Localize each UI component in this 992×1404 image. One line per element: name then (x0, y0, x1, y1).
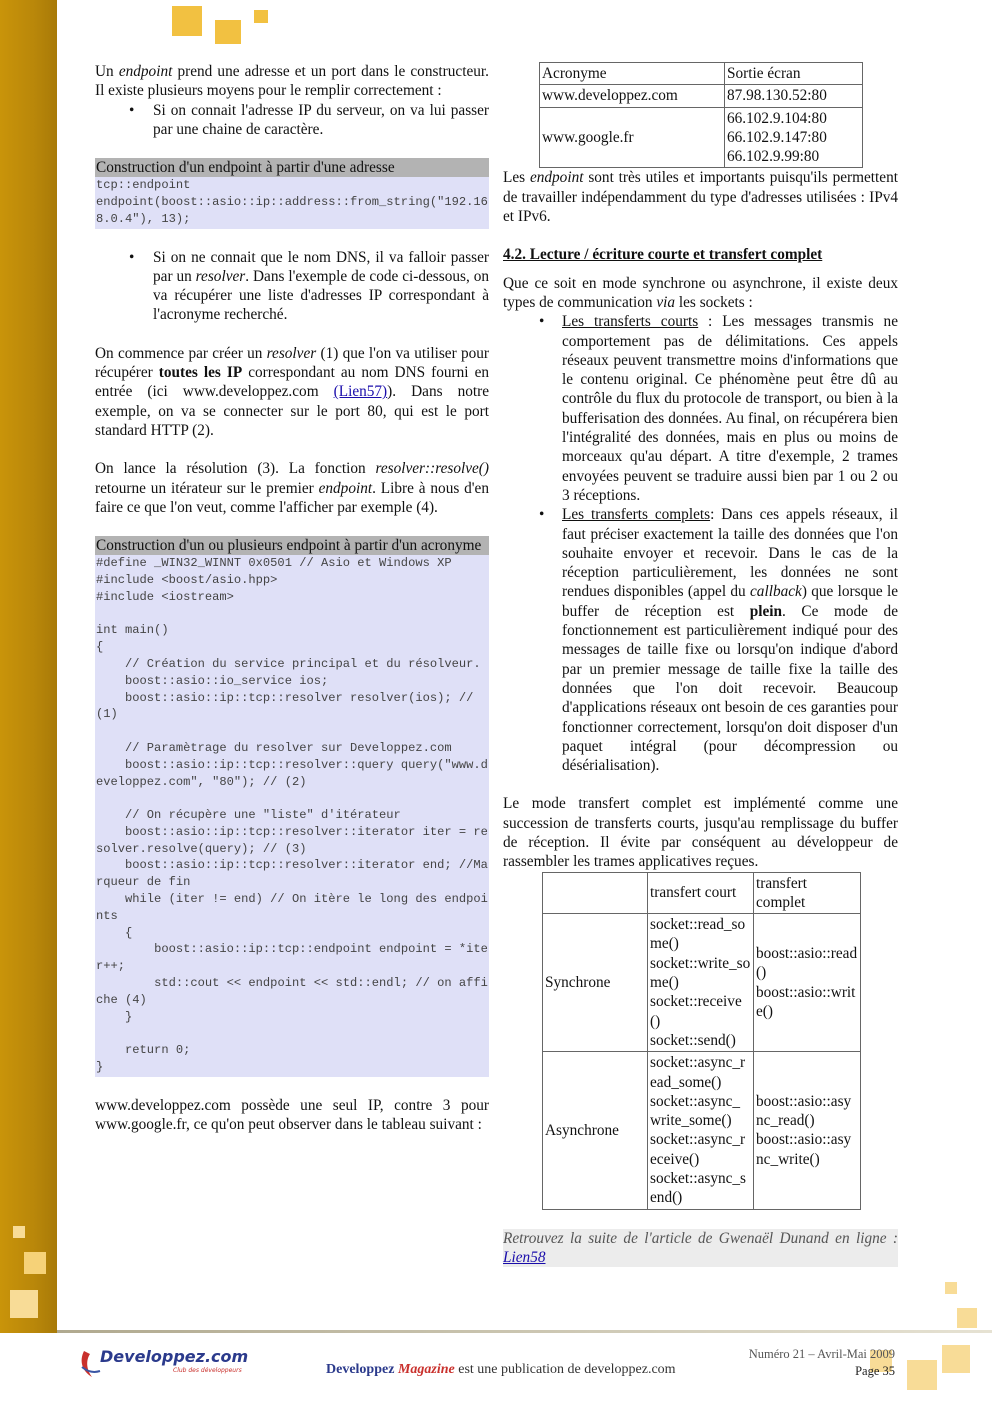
code-line: // Création du service principal et du résolveur. (96, 656, 481, 671)
code-line: boost::asio::ip::tcp::resolver::iterator end; //Marqueur de fin (96, 858, 488, 890)
table-acronym-output (539, 62, 863, 168)
table-cell: boost::asio::read() boost::asio::write() (754, 914, 861, 1052)
table-cell: socket::async_read_some() socket::async_write_some() socket::async_receive() socket::async_send() (648, 1052, 754, 1209)
developpez-logo (78, 1347, 248, 1386)
paragraph-complete-mode: Le mode transfert complet est implémenté comme une succession de transferts courts, jusqu'au remplissage du buffer de réception. Il évite par conséquent au développeur de rassembler les trames applicatives reçues. (503, 795, 898, 871)
decor-square (24, 1252, 46, 1274)
footer-issue-info (749, 1346, 895, 1380)
left-column (95, 62, 489, 1134)
code-block-address (95, 158, 489, 228)
paragraph-communication-types: Que ce soit en mode synchrone ou asynchrone, il existe deux types de communication via les sockets : (503, 274, 898, 311)
table-header-row (543, 872, 861, 914)
table-row (540, 107, 863, 168)
logo-text: Developpez.com (100, 1347, 249, 1366)
code-listing (95, 555, 489, 1077)
decor-square (10, 1290, 38, 1318)
code-line: boost::asio::ip::tcp::resolver::query query("www.developpez.com", "80"); // (2) (96, 757, 488, 789)
page-number: Page 35 (855, 1364, 895, 1378)
table-cell: Synchrone (543, 914, 648, 1052)
issue-number: Numéro 21 – Avril-Mai 2009 (748, 1347, 895, 1361)
left-decorative-bar (0, 0, 57, 1333)
table-header-row (540, 63, 863, 85)
code-line: return 0; (96, 1043, 191, 1058)
code-line: std::cout << endpoint << std::endl; // on affiche (4) (96, 976, 488, 1007)
code-line: // On récupère une "liste" d'itérateur (96, 808, 401, 823)
table-header-cell: Sortie écran (725, 63, 863, 85)
table-cell: 87.98.130.52:80 (725, 85, 863, 107)
table-header-cell: Acronyme (540, 63, 725, 85)
table-cell: boost::asio::async_read() boost::asio::async_write() (754, 1052, 861, 1209)
code-line: // Paramètrage du resolver sur Developpez.com (96, 740, 452, 755)
decor-square (215, 20, 241, 44)
code-listing: tcp::endpoint endpoint(boost::asio::ip::address::from_string("192.168.0.4"), 13); (96, 178, 488, 226)
footer-rule (57, 1330, 992, 1333)
code-line (96, 1025, 489, 1042)
bullet-dns-name: • Si on ne connait que le nom DNS, il va falloir passer par un resolver. Dans l'exemple de code ci-dessous, on va récupérer une liste d'adresses IP correspondant à l'acronyme recherché. (95, 248, 489, 325)
bullet-list (503, 312, 898, 775)
code-line: #define _WIN32_WINNT 0x0501 // Asio et Windows XP (96, 556, 452, 571)
code-line: boost::asio::ip::tcp::endpoint endpoint = *iter++; (96, 942, 488, 974)
code-block-title: Construction d'un ou plusieurs endpoint à partir d'un acronyme (95, 536, 489, 555)
table-header-cell: transfert complet (754, 872, 861, 914)
bullet-ip-address: • Si on connait l'adresse IP du serveur, on va lui passer par une chaine de caractère. (95, 101, 489, 140)
bullet-list (95, 248, 489, 325)
decor-square (13, 1226, 25, 1238)
code-line (96, 606, 489, 623)
table-cell: Asynchrone (543, 1052, 648, 1209)
bullet-short-transfers: • Les transferts courts : Les messages transmis ne comportement pas de délimitations. Ces appels réseaux peuvent transmettre moins d'informations que le contenu original. Ce phénomène peut être dû au contrôle du flux du protocole de transport, ou bien à la bufferisation des données. Au final, on récupérera bien l'intégralité des données, mais en plus ou moins de morceaux qu'au départ. A titre d'exemple, 2 trames envoyées peuvent se traduire aussi bien par 1 ou 2 ou 3 réceptions. (503, 312, 898, 505)
code-line (96, 723, 489, 740)
code-line: #include <iostream> (96, 589, 234, 604)
table-cell: www.developpez.com (540, 85, 725, 107)
paragraph-resolver: On commence par créer un resolver (1) que l'on va utiliser pour récupérer toutes les IP correspondant au nom DNS fourni en entrée (ici www.developpez.com (Lien57)). Dans notre exemple, on va se connecter sur le port 80, qui est le port standard HTTP (2). (95, 344, 490, 439)
table-row (543, 1052, 861, 1209)
link-lien57[interactable]: (Lien57) (333, 383, 388, 401)
table-header-cell: transfert court (648, 872, 754, 914)
link-lien58[interactable]: Lien58 (503, 1248, 546, 1266)
code-line: #include <boost/asio.hpp> (96, 572, 278, 587)
right-column (503, 62, 898, 1267)
decor-square (957, 1308, 977, 1328)
code-line: { (96, 925, 133, 940)
paragraph-endpoint-usage: Les endpoint sont très utiles et importants puisqu'ils permettent de travailler indépendamment du type d'adresses utilisées : IPv4 et IPv6. (503, 169, 898, 226)
decor-square (172, 6, 202, 36)
decor-square (945, 1282, 957, 1294)
bullet-list (95, 101, 489, 140)
table-transfer-modes (542, 872, 861, 1210)
code-line: int main() (96, 623, 169, 638)
paragraph-ip-comparison: www.developpez.com possède une seul IP, contre 3 pour www.google.fr, ce qu'on peut observer dans le tableau suivant : (95, 1096, 489, 1134)
code-line: boost::asio::io_service ios; (96, 673, 329, 688)
table-cell: www.google.fr (540, 107, 725, 168)
decor-square (254, 10, 268, 23)
code-line (96, 790, 489, 807)
code-block-resolver (95, 536, 489, 1077)
table-header-cell (543, 872, 648, 914)
logo-subtitle: Club des développeurs (173, 1367, 242, 1374)
article-note: Retrouvez la suite de l'article de Gwenaël Dunand en ligne : Lien58 (503, 1229, 898, 1266)
paragraph-endpoint-intro: Un endpoint prend une adresse et un port dans le constructeur. Il existe plusieurs moyens pour le remplir correctement : (95, 63, 489, 100)
code-line: boost::asio::ip::tcp::resolver resolver(ios); // (1) (96, 690, 481, 722)
code-line: boost::asio::ip::tcp::resolver::iterator iter = resolver.resolve(query); // (3) (96, 824, 488, 856)
code-block-title: Construction d'un endpoint à partir d'une adresse (95, 158, 489, 177)
footer-publication: Developpez Magazine est une publication de developpez.com (326, 1362, 676, 1377)
code-line: while (iter != end) // On itère le long des endpoints (96, 892, 488, 923)
table-row (543, 914, 861, 1052)
section-heading: 4.2. Lecture / écriture courte et transfert complet (503, 246, 823, 264)
code-line: { (96, 640, 104, 655)
paragraph-resolution: On lance la résolution (3). La fonction resolver::resolve() retourne un itérateur sur le premier endpoint. Libre à nous d'en faire ce que l'on veut, comme l'afficher par exemple (4). (95, 460, 489, 516)
code-line: } (96, 1060, 104, 1075)
decor-square (907, 1360, 937, 1390)
table-row (540, 85, 863, 107)
decor-square (942, 1345, 970, 1373)
code-line: } (96, 1009, 133, 1024)
bullet-complete-transfers: • Les transferts complets: Dans ces appels réseaux, il faut préciser exactement la taille des données que l'on souhaite envoyer et recevoir. Dans le cas de la réception particulièrement, les données ne sont rendues disponibles (appel du callback) que lorsque le buffer de réception est plein. Ce mode de fonctionnement est particulièrement indiqué pour des messages de taille fixe ou lorsqu'on indique d'abord par un premier message de taille fixe la taille des données que l'on doit recevoir. Beaucoup d'applications réseaux ont besoin de ces garanties pour fonctionner correctement, lorsqu'on doit disposer d'un paquet intégral (pour décompression ou désérialisation). (503, 505, 898, 775)
table-cell: socket::read_some() socket::write_some() socket::receive() socket::send() (648, 914, 754, 1052)
table-cell: 66.102.9.104:80 66.102.9.147:80 66.102.9.99:80 (725, 107, 863, 168)
